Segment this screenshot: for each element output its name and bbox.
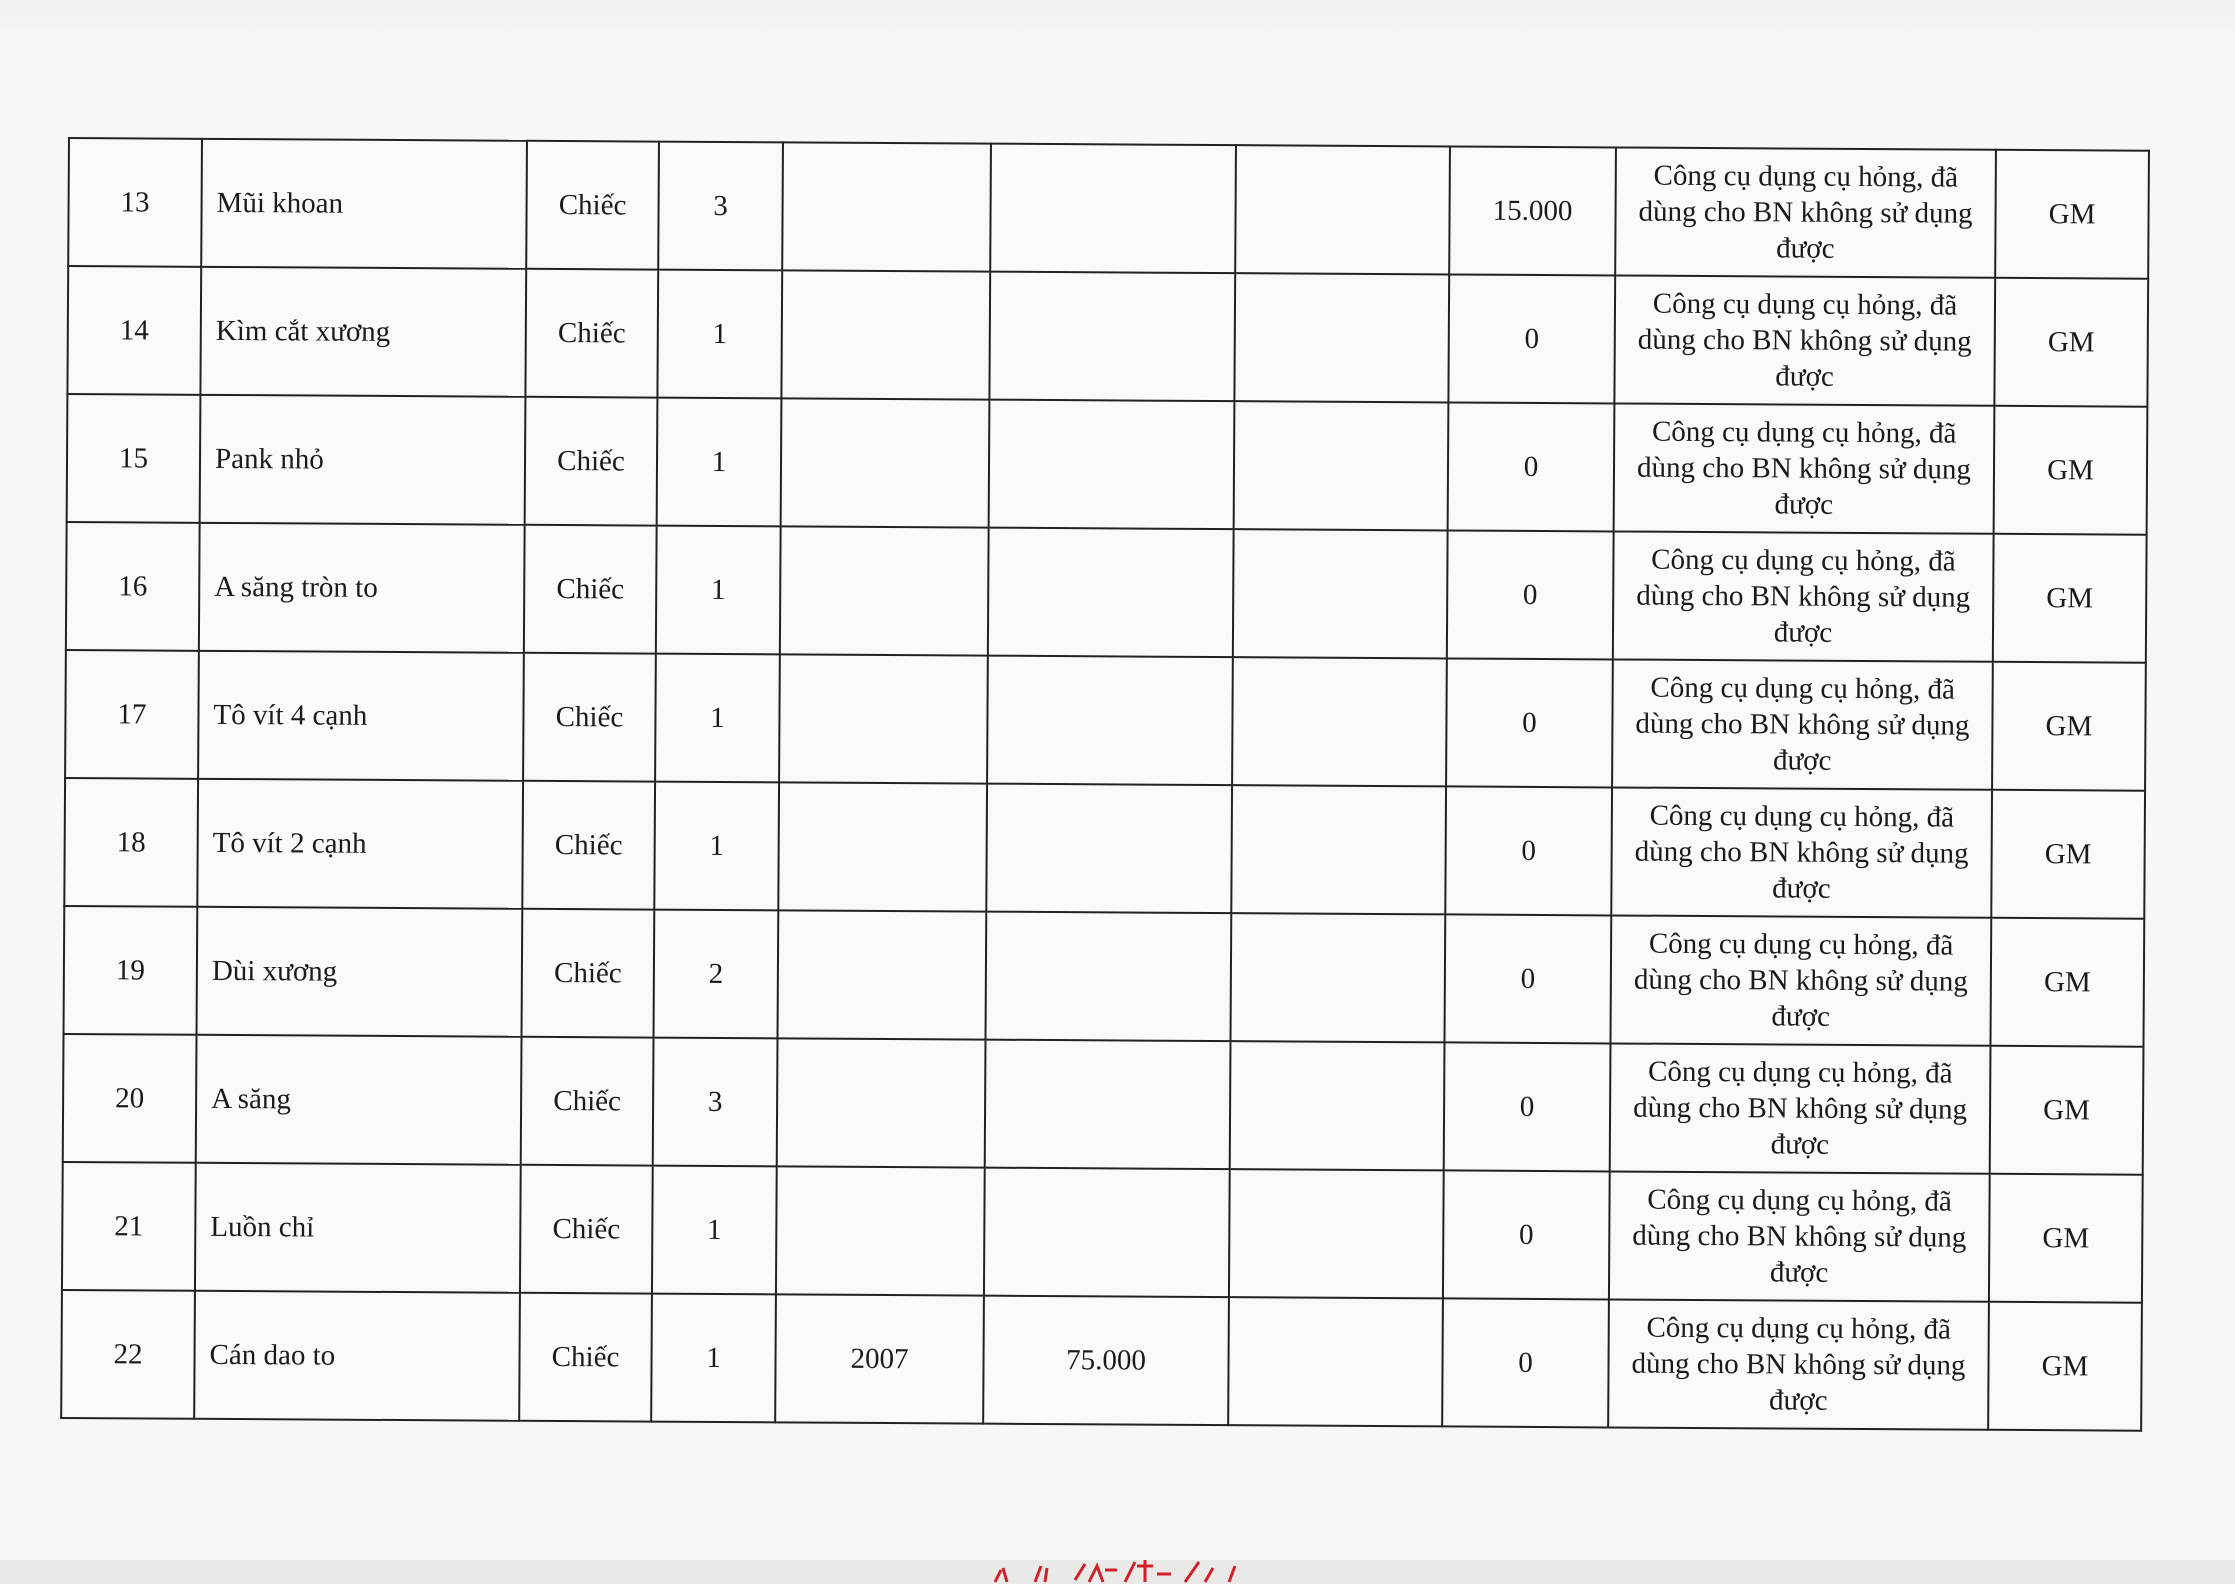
cell-reason: Công cụ dụng cụ hỏng, đã dùng cho BN không sử dụng được <box>1611 787 1992 917</box>
cell-method: GM <box>1990 1046 2144 1175</box>
cell-col7 <box>1235 145 1450 274</box>
cell-col7 <box>1229 1169 1444 1298</box>
cell-col7 <box>1234 401 1449 530</box>
cell-unit: Chiếc <box>521 1037 654 1166</box>
cell-value: 15.000 <box>1449 146 1616 275</box>
cell-unit: Chiếc <box>525 269 658 398</box>
cell-year <box>776 1166 985 1295</box>
cell-method: GM <box>1989 1174 2143 1303</box>
cell-col7 <box>1234 273 1449 402</box>
cell-item-name: A săng tròn to <box>199 523 525 653</box>
cell-stt: 17 <box>65 650 199 779</box>
cell-value: 0 <box>1442 1298 1609 1427</box>
cell-unit: Chiếc <box>523 653 656 782</box>
cell-quantity: 2 <box>654 910 779 1039</box>
cell-item-name: Tô vít 2 cạnh <box>197 779 523 909</box>
table-row <box>61 1290 2142 1431</box>
table-row <box>63 1034 2144 1175</box>
cell-value: 0 <box>1444 1042 1611 1171</box>
table-row <box>64 906 2145 1047</box>
cell-year <box>779 654 988 783</box>
cell-reason: Công cụ dụng cụ hỏng, đã dùng cho BN không sử dụng được <box>1610 915 1991 1045</box>
cell-reason: Công cụ dụng cụ hỏng, đã dùng cho BN không sử dụng được <box>1612 659 1993 789</box>
cell-price <box>990 144 1236 273</box>
cell-quantity: 1 <box>655 654 780 783</box>
cell-value: 0 <box>1448 402 1615 531</box>
cell-quantity: 1 <box>651 1294 776 1423</box>
cell-price <box>985 1040 1231 1169</box>
cell-col7 <box>1230 1041 1445 1170</box>
cell-year <box>778 782 987 911</box>
cell-value: 0 <box>1447 530 1614 659</box>
cell-value: 0 <box>1446 658 1613 787</box>
red-stamp-fragment <box>985 1556 1255 1584</box>
cell-year <box>777 1038 986 1167</box>
cell-year <box>780 526 989 655</box>
cell-item-name: Mũi khoan <box>201 139 527 269</box>
cell-unit: Chiếc <box>522 909 655 1038</box>
cell-quantity: 1 <box>656 526 781 655</box>
cell-quantity: 1 <box>654 782 779 911</box>
cell-method: GM <box>1993 534 2147 663</box>
cell-value: 0 <box>1448 274 1615 403</box>
cell-stt: 15 <box>67 394 201 523</box>
cell-item-name: Dùi xương <box>197 907 523 1037</box>
cell-stt: 14 <box>67 266 201 395</box>
cell-reason: Công cụ dụng cụ hỏng, đã dùng cho BN không sử dụng được <box>1614 403 1995 533</box>
cell-year: 2007 <box>775 1294 984 1423</box>
cell-unit: Chiếc <box>522 781 655 910</box>
table-row <box>64 778 2145 919</box>
cell-price: 75.000 <box>983 1296 1229 1425</box>
cell-reason: Công cụ dụng cụ hỏng, đã dùng cho BN không sử dụng được <box>1613 531 1994 661</box>
cell-year <box>781 398 990 527</box>
table-row <box>67 266 2148 407</box>
cell-quantity: 1 <box>652 1166 777 1295</box>
cell-method: GM <box>1995 150 2149 279</box>
cell-price <box>989 400 1235 529</box>
cell-col7 <box>1228 1297 1443 1426</box>
cell-reason: Công cụ dụng cụ hỏng, đã dùng cho BN không sử dụng được <box>1608 1299 1989 1429</box>
table-body <box>61 138 2149 1431</box>
cell-item-name: Pank nhỏ <box>200 395 526 525</box>
cell-item-name: Tô vít 4 cạnh <box>198 651 524 781</box>
cell-unit: Chiếc <box>526 141 659 270</box>
table-row <box>66 522 2147 663</box>
cell-quantity: 3 <box>653 1038 778 1167</box>
table-row <box>68 138 2149 279</box>
cell-method: GM <box>1991 790 2145 919</box>
cell-unit: Chiếc <box>524 525 657 654</box>
cell-stt: 13 <box>68 138 202 267</box>
cell-item-name: Cán dao to <box>194 1291 520 1421</box>
cell-item-name: Luồn chỉ <box>195 1163 521 1293</box>
cell-method: GM <box>1988 1302 2142 1431</box>
scan-top-shadow <box>0 0 2235 40</box>
cell-reason: Công cụ dụng cụ hỏng, đã dùng cho BN không sử dụng được <box>1609 1171 1990 1301</box>
inventory-table <box>60 137 2150 1432</box>
cell-reason: Công cụ dụng cụ hỏng, đã dùng cho BN không sử dụng được <box>1614 275 1995 405</box>
cell-unit: Chiếc <box>525 397 658 526</box>
cell-item-name: A săng <box>196 1035 522 1165</box>
cell-value: 0 <box>1444 914 1611 1043</box>
cell-reason: Công cụ dụng cụ hỏng, đã dùng cho BN không sử dụng được <box>1610 1043 1991 1173</box>
cell-method: GM <box>1990 918 2144 1047</box>
cell-quantity: 3 <box>658 142 783 271</box>
table-row <box>62 1162 2143 1303</box>
cell-unit: Chiếc <box>520 1165 653 1294</box>
cell-method: GM <box>1994 278 2148 407</box>
cell-price <box>984 1168 1230 1297</box>
cell-stt: 20 <box>63 1034 197 1163</box>
cell-year <box>781 270 990 399</box>
cell-method: GM <box>1994 406 2148 535</box>
cell-price <box>988 528 1234 657</box>
cell-col7 <box>1232 657 1447 786</box>
cell-stt: 16 <box>66 522 200 651</box>
cell-col7 <box>1233 529 1448 658</box>
cell-col7 <box>1231 785 1446 914</box>
cell-stt: 21 <box>62 1162 196 1291</box>
cell-quantity: 1 <box>657 398 782 527</box>
cell-year <box>778 910 987 1039</box>
cell-method: GM <box>1992 662 2146 791</box>
cell-col7 <box>1230 913 1445 1042</box>
cell-quantity: 1 <box>657 270 782 399</box>
cell-value: 0 <box>1445 786 1612 915</box>
cell-price <box>986 784 1232 913</box>
cell-stt: 19 <box>64 906 198 1035</box>
cell-stt: 22 <box>61 1290 195 1419</box>
cell-price <box>986 912 1232 1041</box>
cell-price <box>989 272 1235 401</box>
cell-year <box>782 142 991 271</box>
cell-item-name: Kìm cắt xương <box>200 267 526 397</box>
cell-price <box>987 656 1233 785</box>
cell-value: 0 <box>1443 1170 1610 1299</box>
cell-stt: 18 <box>64 778 198 907</box>
table-row <box>65 650 2146 791</box>
table-row <box>67 394 2148 535</box>
cell-unit: Chiếc <box>519 1293 652 1422</box>
cell-reason: Công cụ dụng cụ hỏng, đã dùng cho BN không sử dụng được <box>1615 147 1996 277</box>
